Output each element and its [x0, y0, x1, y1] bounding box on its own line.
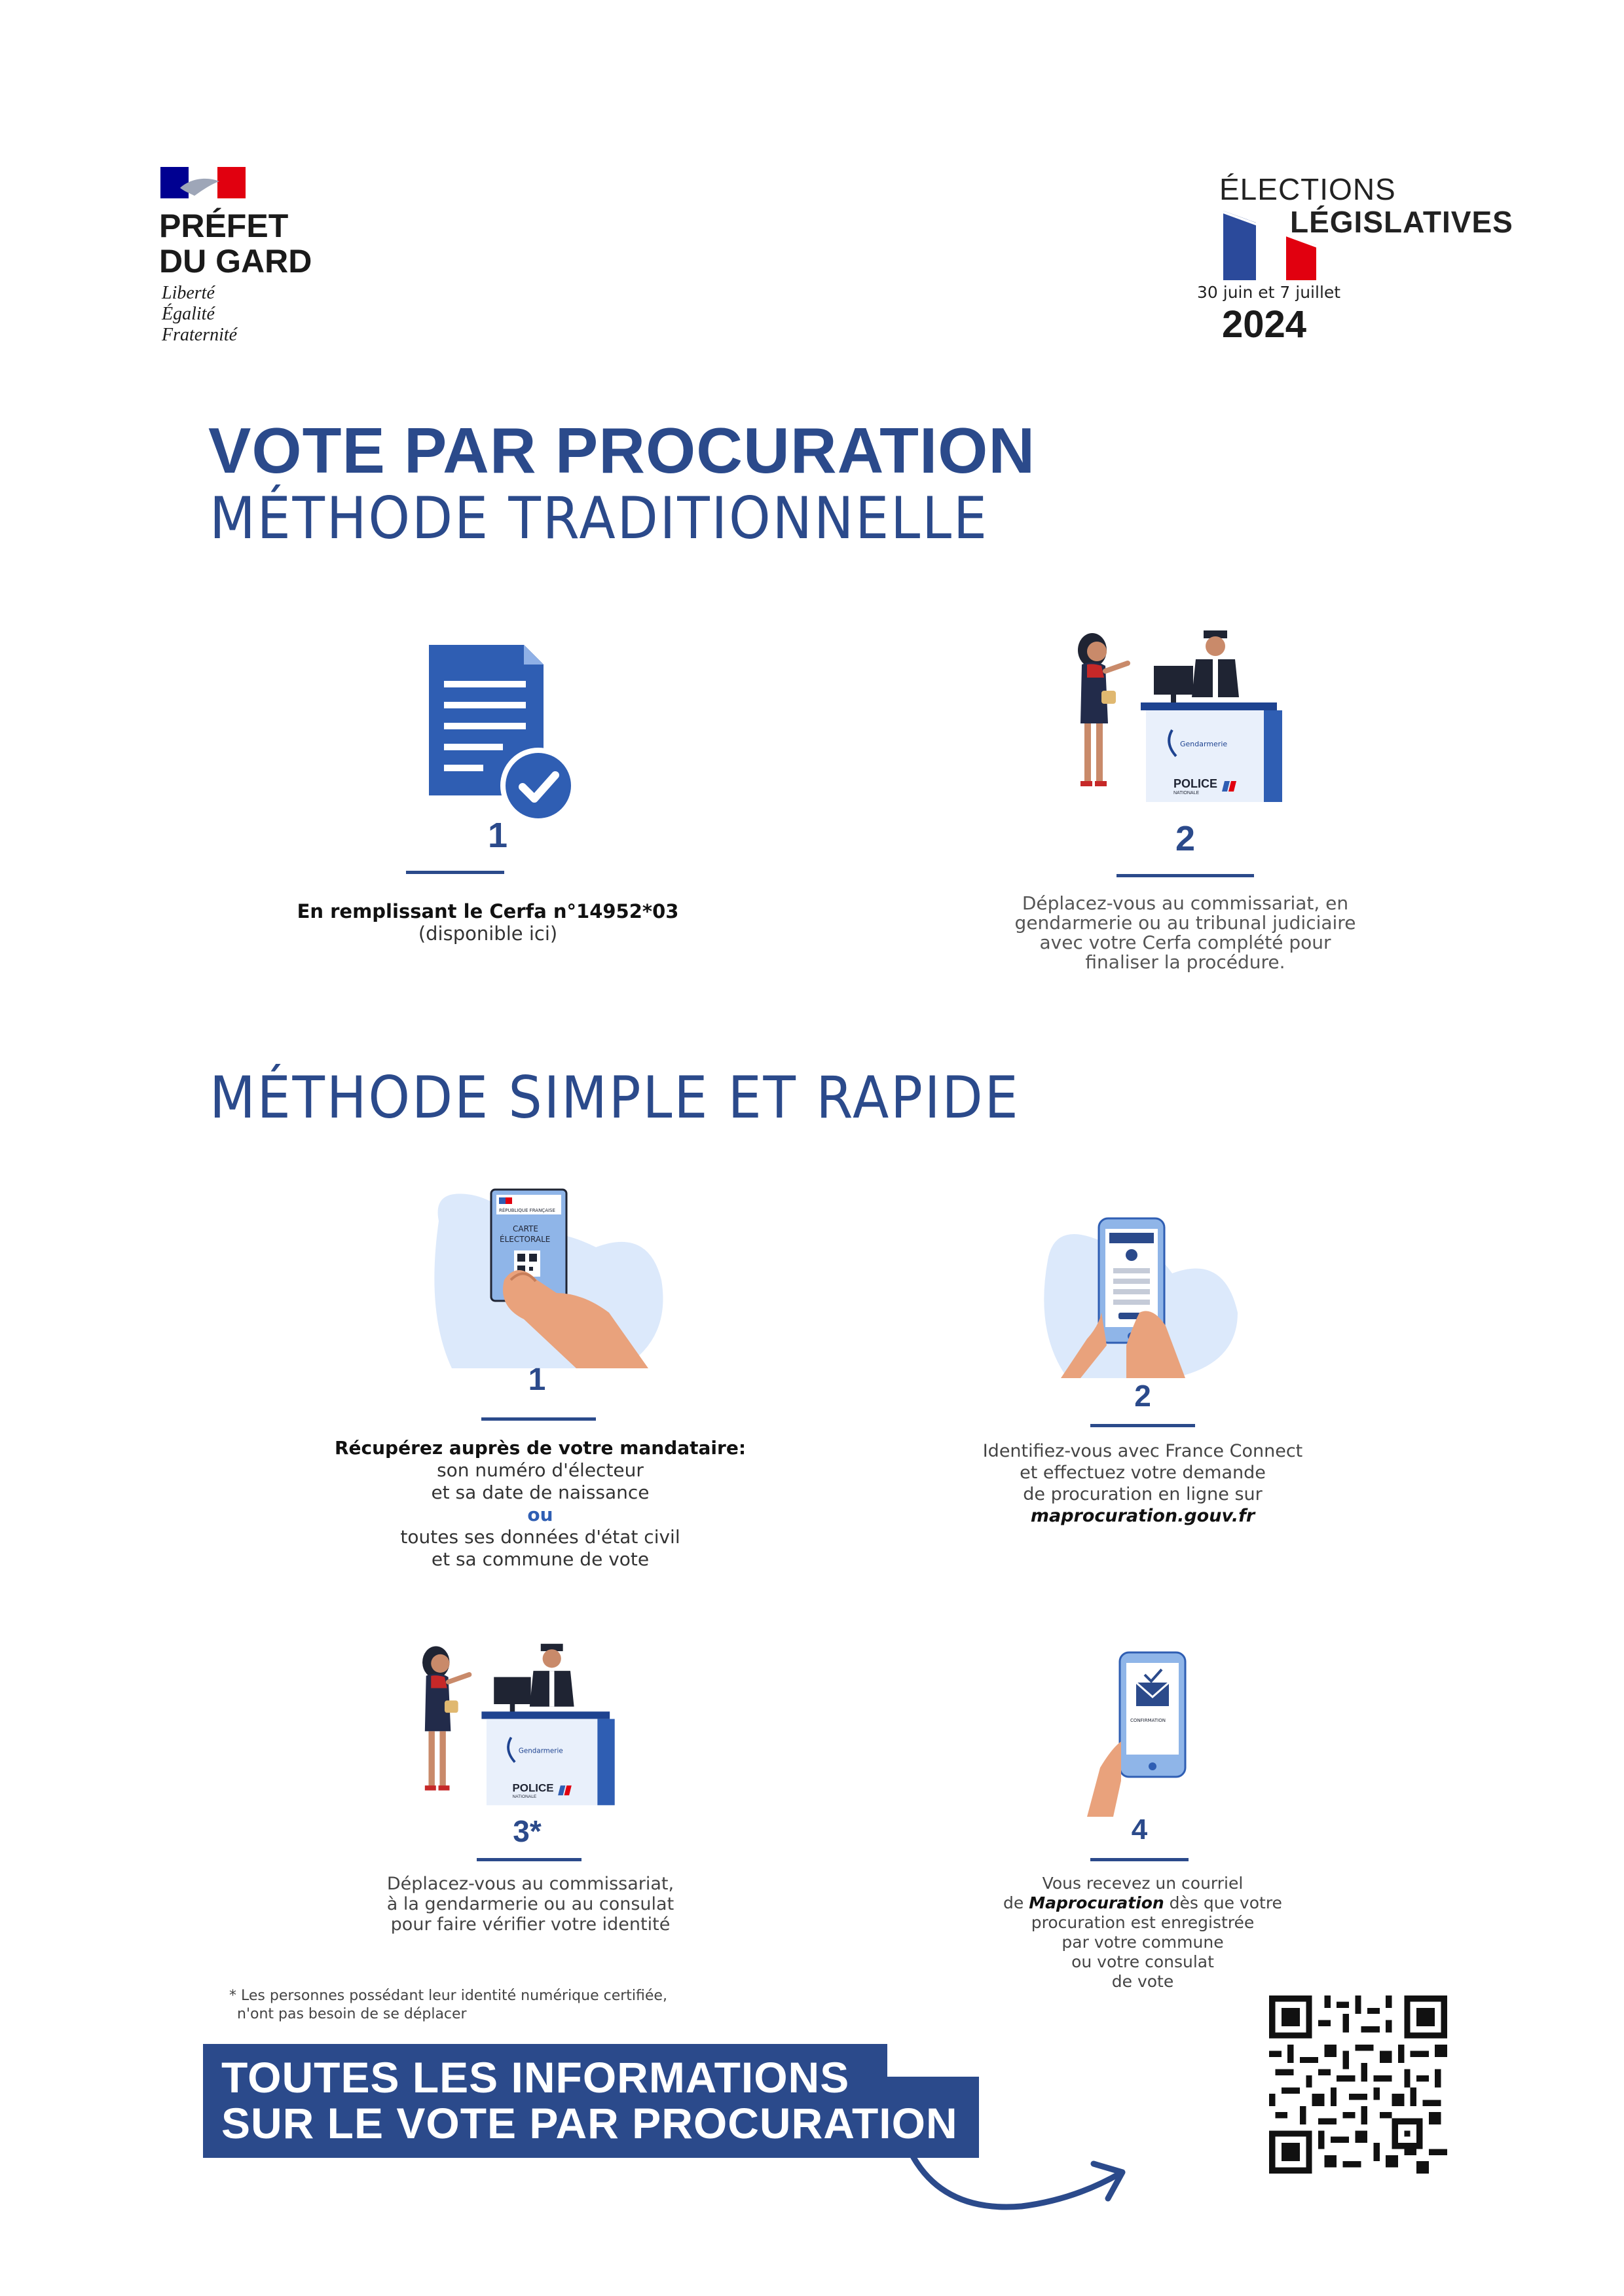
smartphone-form-illustration [1041, 1214, 1238, 1378]
trad-step-1-text: En remplissant le Cerfa n°14952*03 (disponible ici) [297, 900, 679, 945]
police-desk-illustration [1067, 625, 1290, 809]
elections-year: 2024 [1222, 303, 1307, 346]
section-title-simple: MÉTHODE SIMPLE ET RAPIDE [210, 1064, 1020, 1131]
arrow-icon [904, 2134, 1139, 2226]
simple-step-1-underline [481, 1417, 596, 1421]
police-label: POLICE [1173, 777, 1218, 790]
simple-step-1-text: Récupérez auprès de votre mandataire: son numéro d'électeur et sa date de naissance ou toutes ses données d'état civil et sa commune de vote [334, 1437, 747, 1570]
simple-step-3-number: 3* [513, 1814, 542, 1848]
police-label-2: POLICE [512, 1781, 554, 1795]
gendarmerie-label-2: Gendarmerie [518, 1747, 563, 1755]
simple-step-2-text: Identifiez-vous avec France Connect et effectuez votre demande de procuration en ligne sur maprocuration.gouv.fr [943, 1440, 1342, 1527]
simple-step-4-number: 4 [1131, 1813, 1148, 1846]
elections-dates: 30 juin et 7 juillet [1197, 283, 1341, 302]
footnote: * Les personnes possédant leur identité numérique certifiée, n'ont pas besoin de se déplacer [229, 1988, 667, 2022]
simple-step-2-number: 2 [1134, 1379, 1151, 1413]
nationale-label: NATIONALE [1173, 791, 1200, 795]
maprocuration-link[interactable]: maprocuration.gouv.fr [1030, 1506, 1255, 1526]
trad-step-2-text: Déplacez-vous au commissariat, en gendarmerie ou au tribunal judiciaire avec votre Cerfa complété pour finaliser la procédure. [1014, 892, 1356, 973]
card-header-text: RÉPUBLIQUE FRANÇAISE [499, 1208, 555, 1213]
simple-step-3-text: Déplacez-vous au commissariat, à la gendarmerie ou au consulat pour faire vérifier votre identité [386, 1874, 674, 1935]
simple-step-1-number: 1 [528, 1362, 546, 1397]
page-title: VOTE PAR PROCURATION [208, 414, 1036, 486]
simple-step-2-underline [1090, 1424, 1195, 1427]
simple-step-3-underline [477, 1858, 581, 1861]
info-banner-text: TOUTES LES INFORMATIONS SUR LE VOTE PAR PROCURATION [221, 2053, 958, 2147]
gendarmerie-label: Gendarmerie [1180, 740, 1228, 748]
simple-step-4-underline [1090, 1858, 1189, 1861]
qr-code[interactable] [1269, 1995, 1447, 2174]
elections-label: ÉLECTIONS [1219, 172, 1396, 206]
trad-step-2-number: 2 [1175, 819, 1196, 858]
card-label-2: ÉLECTORALE [500, 1235, 551, 1244]
nationale-label-2: NATIONALE [512, 1795, 537, 1800]
simple-step-4-text: Vous recevez un courriel de Maprocuration dès que votre procuration est enregistrée par votre commune ou votre consulat de vote [1003, 1874, 1282, 1991]
trad-step-1-underline [406, 871, 504, 874]
confirmation-phone-illustration [1080, 1650, 1192, 1817]
card-label-1: CARTE [513, 1224, 538, 1233]
marianne-logo [160, 167, 246, 198]
police-desk-illustration-2 [413, 1637, 622, 1813]
trad-step-2-underline [1116, 874, 1254, 877]
confirmation-label: CONFIRMATION [1130, 1718, 1166, 1723]
document-check-icon [426, 642, 583, 825]
legislatives-label: LÉGISLATIVES [1290, 205, 1513, 239]
voter-card-illustration [426, 1182, 668, 1372]
section-title-traditional: MÉTHODE TRADITIONNELLE [210, 484, 989, 552]
trad-step-1-number: 1 [487, 816, 508, 855]
republic-motto: Liberté Égalité Fraternité [162, 283, 238, 345]
prefet-title: PRÉFET DU GARD [159, 208, 312, 280]
